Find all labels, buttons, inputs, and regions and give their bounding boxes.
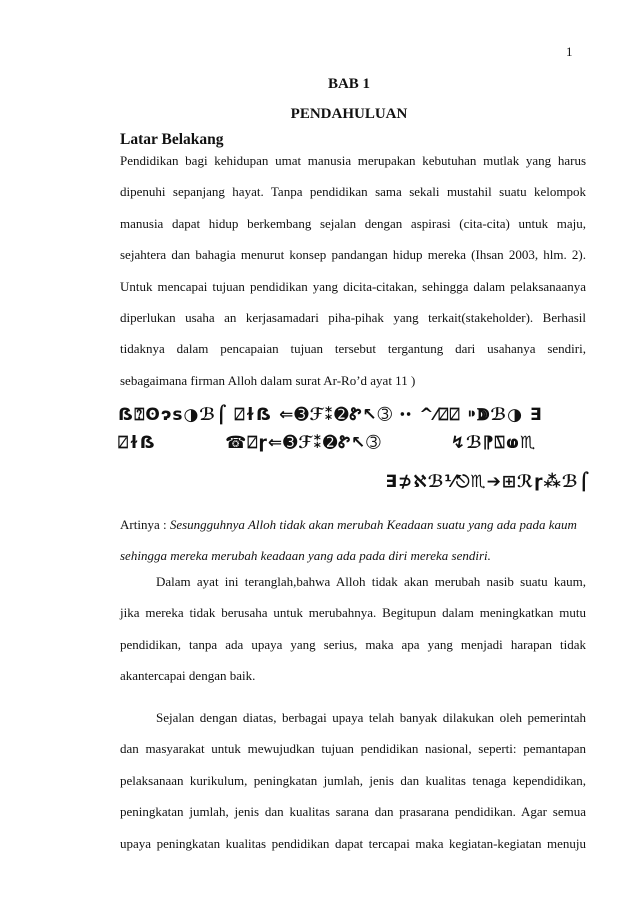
paragraph-line: sejahtera dan bahagia menurut konsep pandangan hidup mereka (Ihsan 2003, hlm. 2).: [120, 247, 586, 263]
arabic-verse-line: ⍁ɫẞ ☎⍁ɼ⇐➌ℱ⁑➋Ꮡ↖➂ ↯ℬ⁋⍂ⱷ♏: [118, 433, 537, 453]
paragraph-2: [120, 566, 586, 692]
translation-text: Sesungguhnya Alloh tidak akan merubah Keadaan suatu yang ada pada kaum: [169, 517, 577, 532]
paragraph-line: Dalam ayat ini teranglah,bahwa Alloh tidak akan merubah nasib suatu kaum,: [156, 574, 586, 589]
page-number: 1: [566, 44, 573, 59]
paragraph-line: tidaknya dalam pencapaian tujuan tersebut tergantung dari usahanya sendiri,: [120, 341, 586, 357]
paragraph-line: akantercapai dengan baik.: [120, 668, 256, 684]
paragraph-line: pelaksanaan kurikulum, peningkatan jumlah, jenis dan kualitas tenaga kependidikan,: [120, 772, 586, 788]
paragraph-line: upaya peningkatan kualitas pendidikan dapat tercapai maka kegiatan-kegiatan menuju: [120, 835, 586, 851]
paragraph-line: diperlukan usaha an kerjasamadari piha-pihak yang terkait(stakeholder). Berhasil: [120, 310, 586, 326]
chapter-heading: BAB 1: [327, 76, 371, 92]
translation-line: [120, 509, 590, 540]
paragraph-line: pendidikan, tanpa ada upaya yang serius, maka apa yang menjadi harapan tidak: [120, 636, 586, 652]
arabic-verse-line: ẞ⍰ʘɂs◑ℬ⌠ ⍁ɫẞ ⇐➌ℱ⁑➋Ꮡ↖➂ ꞏꞏ ^⁄⍁⍁ ⁍ↇℬ◑ ∃: [118, 405, 543, 425]
paragraph-line: Sejalan dengan diatas, berbagai upaya telah banyak dilakukan oleh pemerintah: [156, 710, 586, 725]
paragraph-line: jika mereka tidak berusaha untuk merubahnya. Begitupun dalam meningkatkan mutu: [120, 605, 586, 621]
paragraph-line: dan masyarakat untuk mewujudkan tujuan pendidikan nasional, seperti: pemantapan: [120, 741, 586, 757]
paragraph-1: [120, 145, 586, 396]
paragraph-line: sebagaimana firman Alloh dalam surat Ar-Ro’d ayat 11 ): [120, 372, 416, 388]
arabic-verse-line: ∃⊅ℵℬ⅟⎋♏➔⊞ℛɼ⁂ℬ⌠: [385, 472, 590, 492]
section-title: Latar Belakang: [120, 131, 224, 148]
paragraph-line: manusia dapat hidup berkembang sejalan dengan aspirasi (cita-cita) untuk maju,: [120, 215, 586, 231]
translation-label: Artinya :: [120, 517, 170, 532]
translation-line: sehingga mereka merubah keadaan yang ada pada diri mereka sendiri.: [120, 548, 491, 563]
paragraph-line: peningkatan jumlah, jenis dan kualitas sarana dan prasarana pendidikan. Agar semua: [120, 804, 586, 820]
paragraph-3: [120, 702, 586, 859]
paragraph-line: Untuk mencapai tujuan pendidikan yang dicita-citakan, sehingga dalam pelaksanaanya: [120, 278, 586, 294]
paragraph-line: Pendidikan bagi kehidupan umat manusia merupakan kebutuhan mutlak yang harus: [120, 153, 586, 168]
paragraph-line: dipenuhi sepanjang hayat. Tanpa pendidikan sama sekali mustahil suatu kelompok: [120, 184, 586, 200]
chapter-title: PENDAHULUAN: [290, 106, 408, 122]
